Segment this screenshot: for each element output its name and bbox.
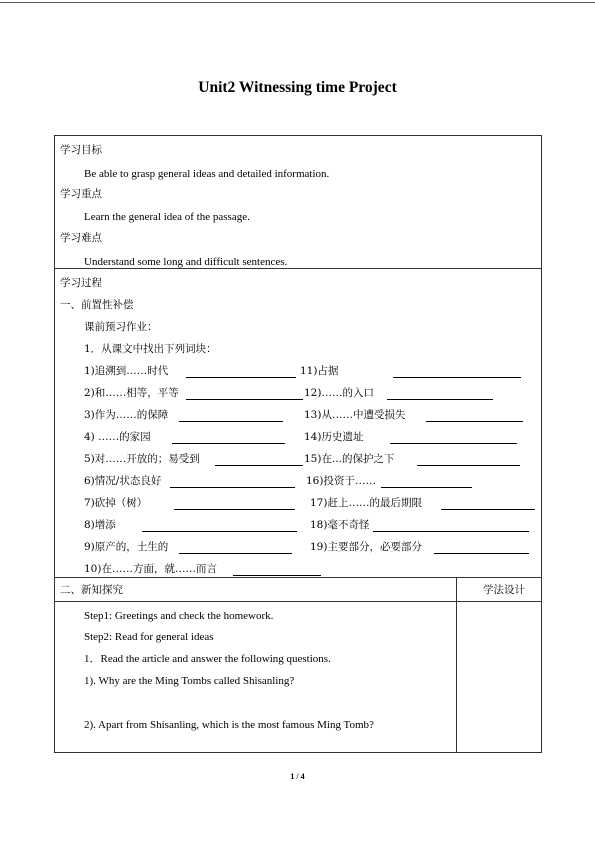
process-label: 学习过程 [60,277,102,289]
answer-blank[interactable] [434,553,529,554]
answer-blank[interactable] [170,487,295,488]
step2-text: Step2: Read for general ideas [84,631,214,643]
header-row-divider [54,601,542,602]
vocab-left-6: 6)情况/状态良好 [84,475,162,487]
vocab-left-7: 7)砍掉（树） [84,497,148,509]
vocab-right-12: 12)……的入口 [304,387,374,399]
answer-blank[interactable] [233,575,321,576]
vocab-left-9: 9)原产的，土生的 [84,541,169,553]
difficulty-label: 学习难点 [60,232,102,244]
part2-heading: 二、新知探究 [60,584,123,596]
method-design-heading: 学法设计 [483,584,525,596]
vocab-left-2: 2)和……相等，平等 [84,387,179,399]
answer-blank[interactable] [172,443,285,444]
vocab-left-3: 3)作为……的保障 [84,409,169,421]
key-label: 学习重点 [60,188,102,200]
key-text: Learn the general idea of the passage. [84,211,250,223]
vocab-right-14: 14)历史遗址 [304,431,364,443]
page-number: 1 / 4 [290,772,305,781]
reading-task: 1．Read the article and answer the following questions. [84,653,331,665]
vocab-left-1: 1)追溯到……时代 [84,365,169,377]
vocab-right-17: 17)赶上……的最后期限 [310,497,422,509]
answer-blank[interactable] [215,465,303,466]
answer-blank[interactable] [426,421,523,422]
vocab-right-13: 13)从……中遭受损失 [304,409,406,421]
vocab-right-15: 15)在...的保护之下 [304,453,395,465]
question-2: 2). Apart from Shisanling, which is the most famous Ming Tomb? [84,719,374,731]
part1-heading: 一、前置性补偿 [60,299,134,311]
vocab-right-11: 11)占据 [300,365,339,377]
goal-label: 学习目标 [60,144,102,156]
answer-blank[interactable] [186,399,303,400]
answer-blank[interactable] [381,487,472,488]
step1-text: Step1: Greetings and check the homework. [84,610,274,622]
objectives-box [54,135,542,269]
page-title: Unit2 Witnessing time Project [198,79,397,96]
vocab-right-19: 19)主要部分，必要部分 [310,541,422,553]
answer-blank[interactable] [186,377,296,378]
column-divider [456,577,457,753]
vocab-right-16: 16)投资于…… [306,475,376,487]
answer-blank[interactable] [387,399,493,400]
answer-blank[interactable] [390,443,517,444]
answer-blank[interactable] [417,465,520,466]
vocab-left-4: 4) ……的家园 [84,431,151,443]
vocab-left-10: 10)在……方面，就……而言 [84,563,217,575]
answer-blank[interactable] [441,509,535,510]
answer-blank[interactable] [179,421,283,422]
homework-label: 课前预习作业： [84,321,158,333]
question-1: 1). Why are the Ming Tombs called Shisanling? [84,675,295,687]
answer-blank[interactable] [373,531,529,532]
difficulty-text: Understand some long and difficult sentences. [84,256,288,268]
task1-instruction: 1．从课文中找出下列词块： [84,343,217,355]
goal-text: Be able to grasp general ideas and detailed information. [84,168,330,180]
answer-blank[interactable] [393,377,521,378]
answer-blank[interactable] [174,509,295,510]
header-rule [0,2,595,3]
vocab-left-5: 5)对……开放的；易受到 [84,453,200,465]
answer-blank[interactable] [179,553,292,554]
vocab-left-8: 8)增添 [84,519,116,531]
vocab-right-18: 18)毫不奇怪 [310,519,370,531]
answer-blank[interactable] [142,531,297,532]
